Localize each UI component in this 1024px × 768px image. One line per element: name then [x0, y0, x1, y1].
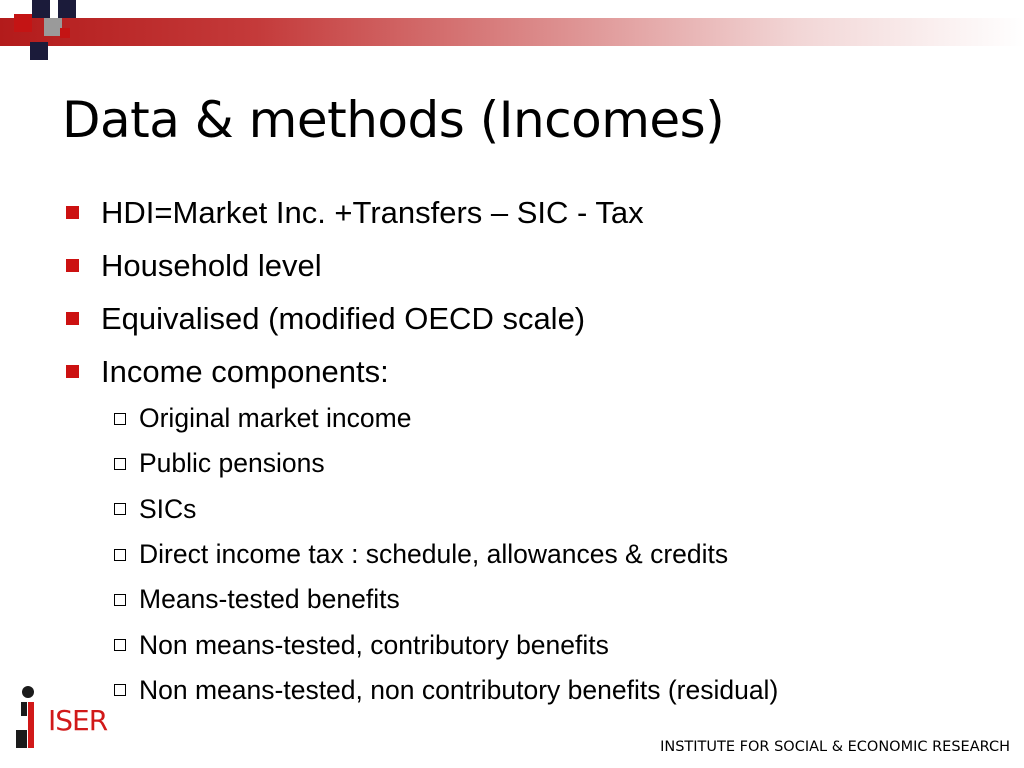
deco-square-navy: [30, 42, 48, 60]
slide-title: Data & methods (Incomes): [62, 91, 725, 149]
deco-square-navy: [32, 0, 50, 18]
square-bullet-icon: [66, 206, 79, 219]
logo-text: ISER: [48, 704, 108, 737]
sub-bullet-item: [114, 441, 778, 486]
bullet-item: [66, 345, 644, 398]
sub-bullet-item: [114, 487, 778, 532]
bullet-item: [66, 239, 644, 292]
sub-bullet-text: Public pensions: [139, 448, 325, 479]
top-gradient-band: [0, 18, 1024, 46]
deco-square-red: [14, 14, 32, 32]
hollow-square-bullet-icon: [114, 549, 126, 561]
sub-bullet-text: SICs: [139, 493, 197, 524]
sub-bullet-item: [114, 668, 778, 713]
sub-bullet-list: [114, 396, 778, 713]
sub-bullet-text: Direct income tax : schedule, allowances & credits: [139, 539, 729, 570]
sub-bullet-item: [114, 532, 778, 577]
institute-footer: INSTITUTE FOR SOCIAL & ECONOMIC RESEARCH: [660, 739, 1010, 755]
iser-logo: [14, 684, 108, 754]
bullet-text: Equivalised (modified OECD scale): [101, 300, 586, 336]
bullet-text: HDI=Market Inc. +Transfers – SIC - Tax: [101, 194, 644, 230]
bullet-text: Household level: [101, 247, 322, 283]
hollow-square-bullet-icon: [114, 413, 126, 425]
bullet-text: Income components:: [101, 353, 389, 389]
sub-bullet-text: Original market income: [139, 403, 412, 434]
bullet-item: [66, 292, 644, 345]
bullet-item: [66, 186, 644, 239]
hollow-square-bullet-icon: [114, 458, 126, 470]
square-bullet-icon: [66, 312, 79, 325]
deco-square-navy: [58, 0, 76, 18]
sub-bullet-text: Means-tested benefits: [139, 584, 400, 615]
square-bullet-icon: [66, 365, 79, 378]
bullet-list: [66, 186, 644, 398]
sub-bullet-text: Non means-tested, contributory benefits: [139, 629, 609, 660]
sub-bullet-item: [114, 622, 778, 667]
hollow-square-bullet-icon: [114, 684, 126, 696]
sub-bullet-item: [114, 577, 778, 622]
hollow-square-bullet-icon: [114, 503, 126, 515]
hollow-square-bullet-icon: [114, 594, 126, 606]
sub-bullet-text: Non means-tested, non contributory benefits (residual): [139, 674, 779, 705]
square-bullet-icon: [66, 259, 79, 272]
hollow-square-bullet-icon: [114, 639, 126, 651]
sub-bullet-item: [114, 396, 778, 441]
deco-square-red: [60, 28, 70, 38]
